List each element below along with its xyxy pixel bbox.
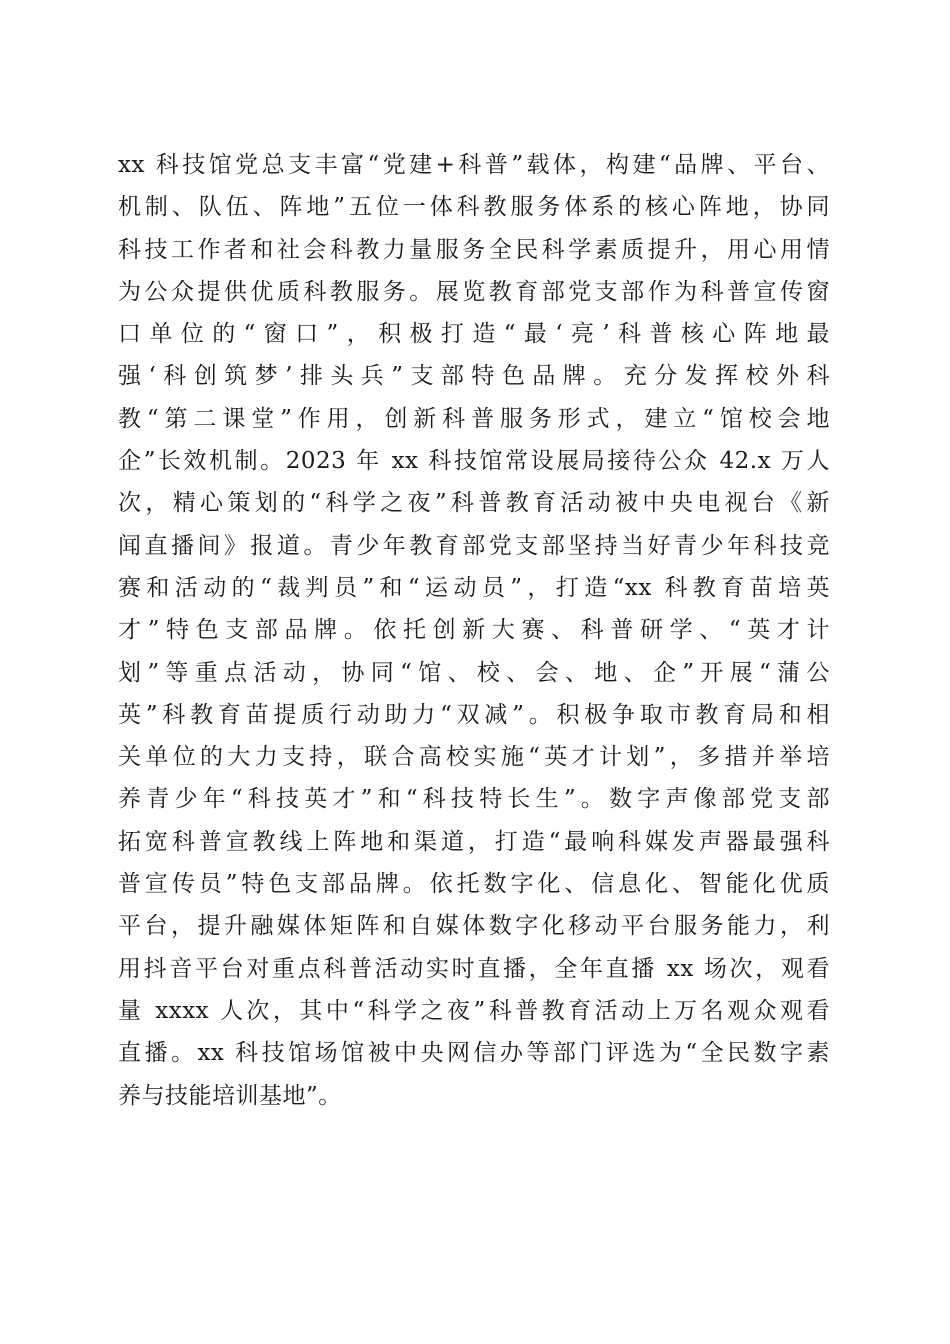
paragraph-line: 用抖音平台对重点科普活动实时直播，全年直播 xx 场次，观看 xyxy=(118,955,830,982)
paragraph-line: 为公众提供优质科教服务。展览教育部党支部作为科普宣传窗 xyxy=(118,278,830,305)
paragraph-line: 划”等重点活动，协同“馆、校、会、地、企”开展“蒲公 xyxy=(118,659,830,686)
paragraph-line: 闻直播间》报道。青少年教育部党支部坚持当好青少年科技竞 xyxy=(118,532,830,559)
paragraph-line: 科技工作者和社会科教力量服务全民科学素质提升，用心用情 xyxy=(118,236,830,263)
paragraph-line: 才”特色支部品牌。依托创新大赛、科普研学、“英才计 xyxy=(118,617,830,644)
paragraph-line: 机制、队伍、阵地”五位一体科教服务体系的核心阵地，协同 xyxy=(118,194,830,221)
paragraph-line: 关单位的大力支持，联合高校实施“英才计划”，多措并举培 xyxy=(118,744,830,771)
paragraph-line: 赛和活动的“裁判员”和“运动员”，打造“xx 科教育苗培英 xyxy=(118,574,830,601)
paragraph-line: 强‘科创筑梦’排头兵”支部特色品牌。充分发挥校外科 xyxy=(118,363,830,390)
body-paragraph xyxy=(118,144,830,1117)
paragraph-line: 次，精心策划的“科学之夜”科普教育活动被中央电视台《新 xyxy=(118,490,830,517)
paragraph-line: 普宣传员”特色支部品牌。依托数字化、信息化、智能化优质 xyxy=(118,871,830,898)
paragraph-line: 养青少年“科技英才”和“科技特长生”。数字声像部党支部 xyxy=(118,786,830,813)
paragraph-line: 拓宽科普宣教线上阵地和渠道，打造“最响科媒发声器最强科 xyxy=(118,828,830,855)
paragraph-line: 口单位的“窗口”，积极打造“最‘亮’科普核心阵地最 xyxy=(118,321,830,348)
paragraph-line: 直播。xx 科技馆场馆被中央网信办等部门评选为“全民数字素 xyxy=(118,1040,830,1067)
paragraph-line: 英”科教育苗提质行动助力“双减”。积极争取市教育局和相 xyxy=(118,701,830,728)
paragraph-line: 养与技能培训基地”。 xyxy=(118,1082,342,1109)
paragraph-line: 企”长效机制。2023 年 xx 科技馆常设展局接待公众 42.x 万人 xyxy=(118,448,830,475)
paragraph-line: 平台，提升融媒体矩阵和自媒体数字化移动平台服务能力，利 xyxy=(118,913,830,940)
paragraph-line: 量 xxxx 人次，其中“科学之夜”科普教育活动上万名观众观看 xyxy=(118,997,830,1024)
paragraph-line: 教“第二课堂”作用，创新科普服务形式，建立“馆校会地 xyxy=(118,405,830,432)
paragraph-line: xx 科技馆党总支丰富“党建+科普”载体，构建“品牌、平台、 xyxy=(118,152,830,178)
